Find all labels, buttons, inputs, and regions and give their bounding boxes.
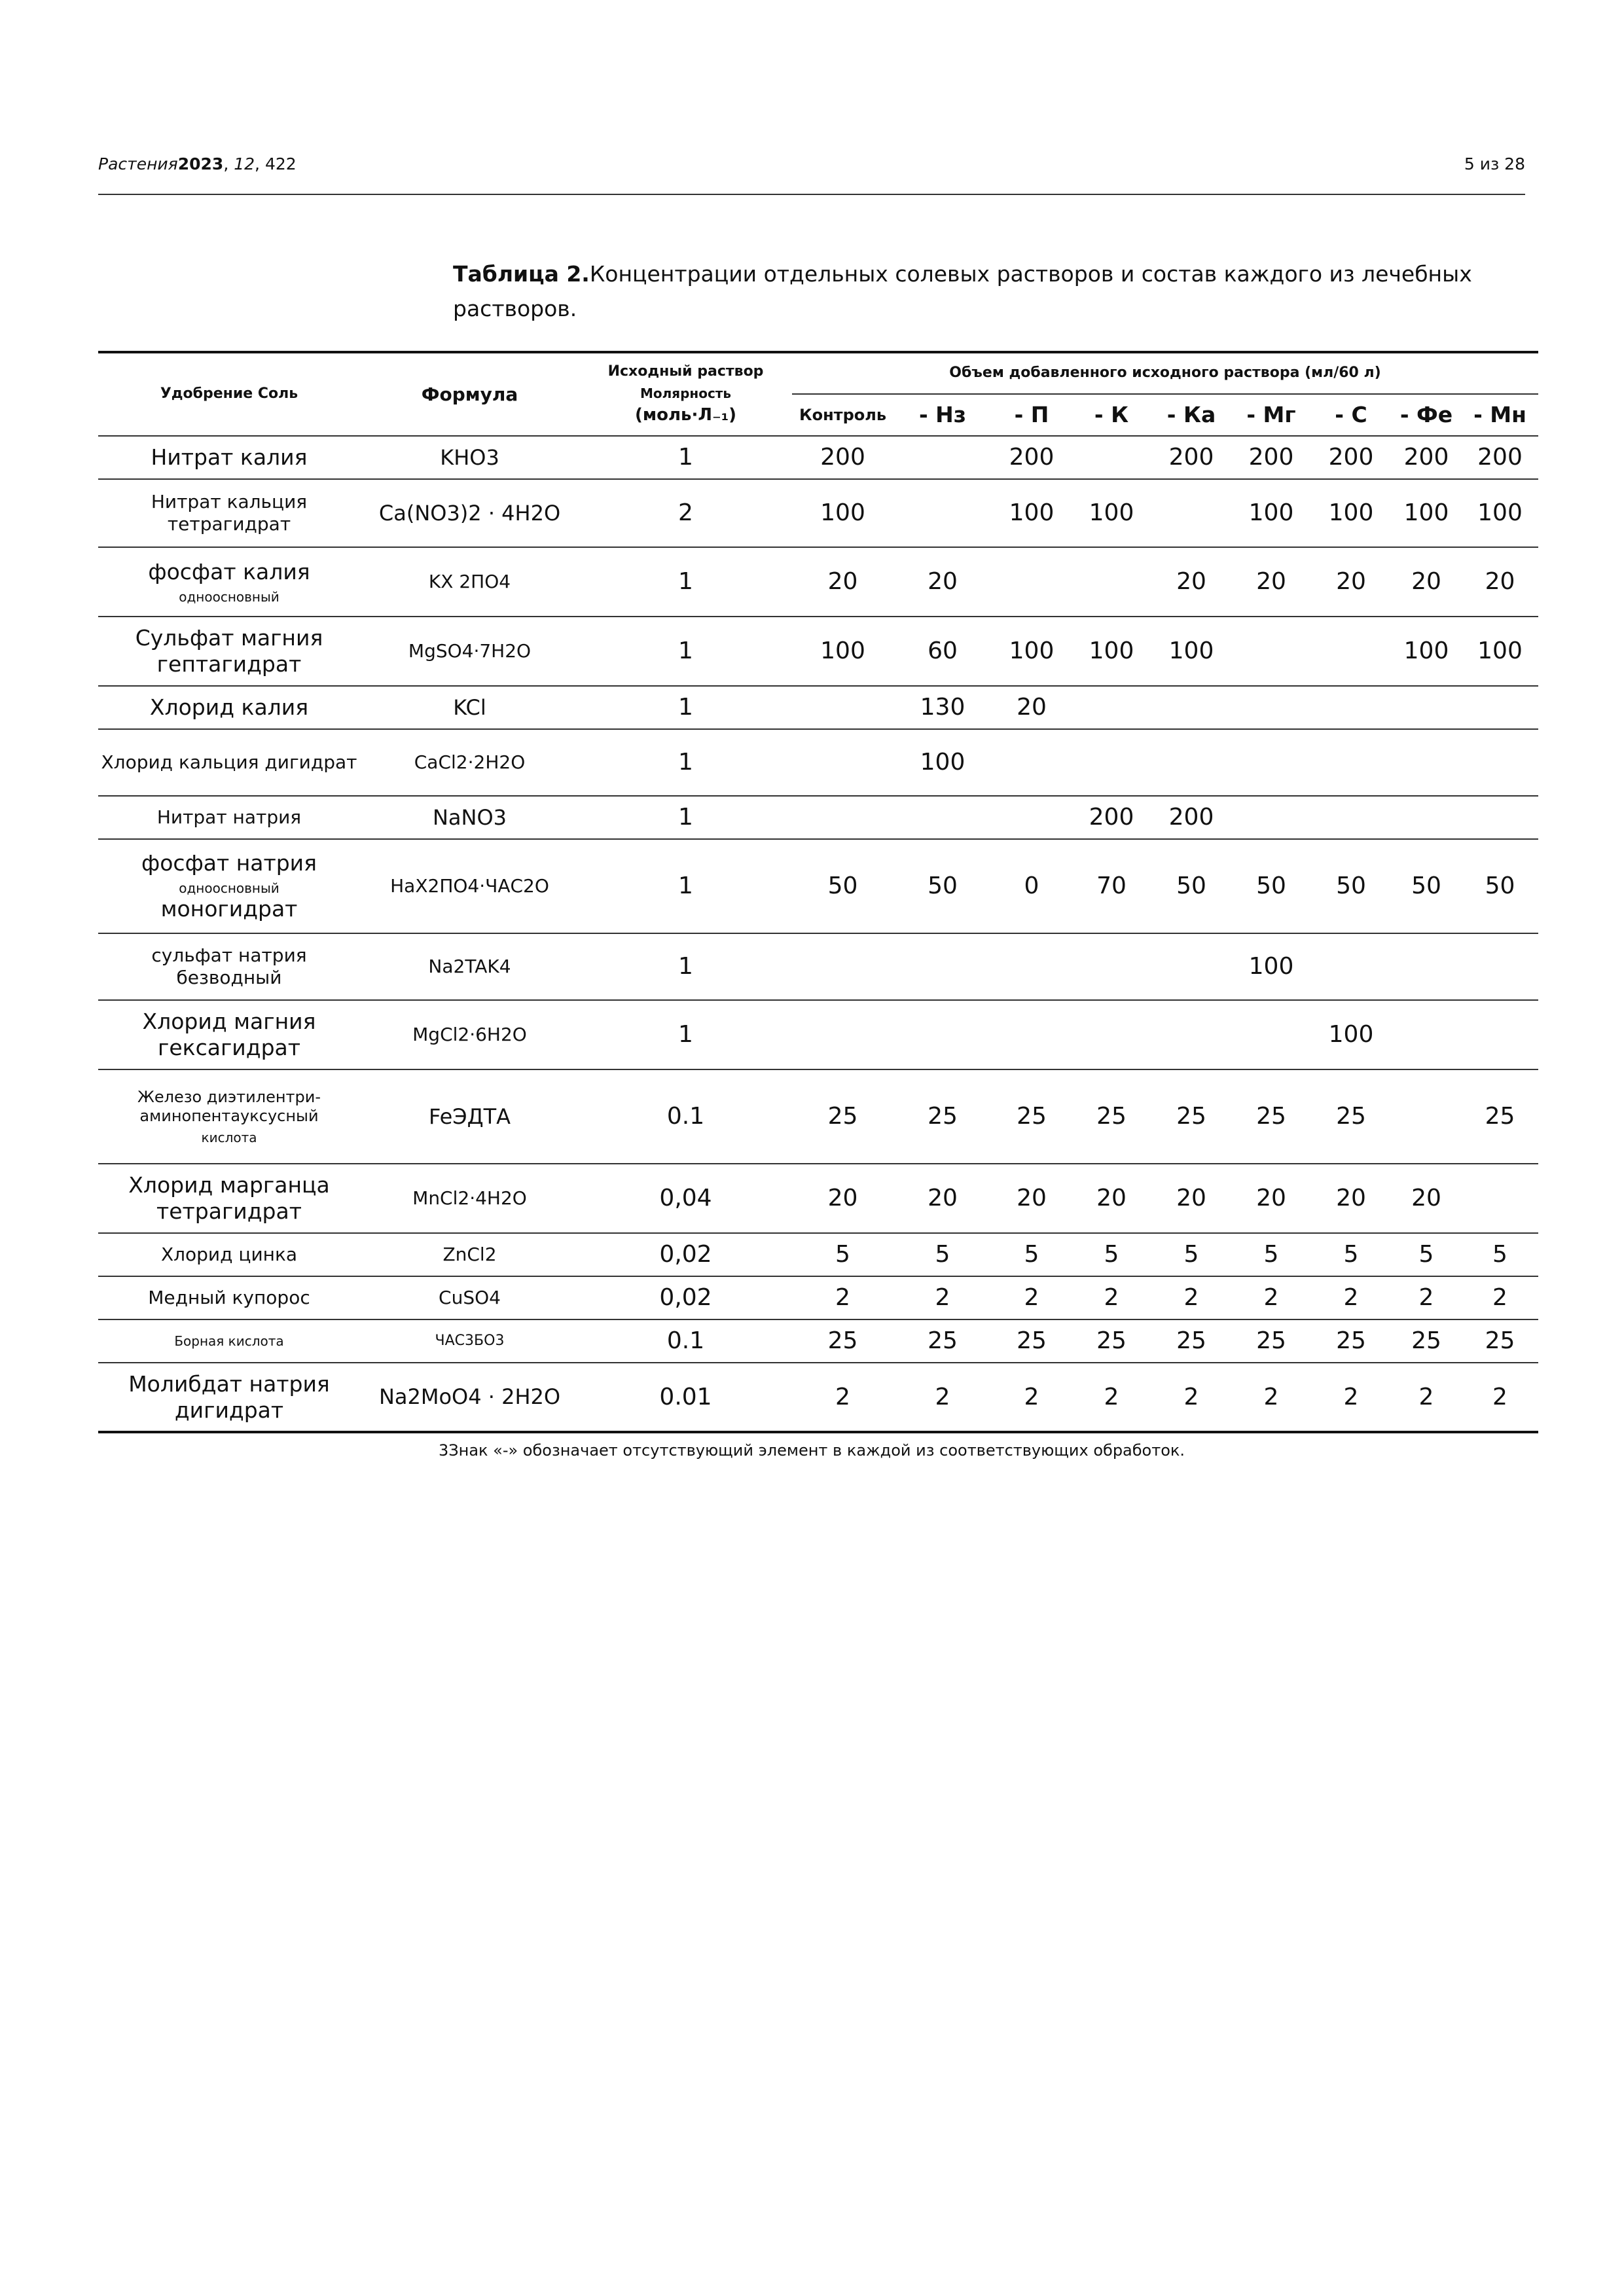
volume-cell: 2 bbox=[1151, 1276, 1231, 1319]
volume-cell: 5 bbox=[1072, 1233, 1151, 1276]
salt-name-cell bbox=[98, 1319, 360, 1363]
volume-cell bbox=[893, 933, 992, 1000]
formula-cell: Na2MoO4 · 2H2O bbox=[360, 1363, 579, 1432]
volume-cell: 5 bbox=[1231, 1233, 1311, 1276]
volume-cell: 20 bbox=[893, 547, 992, 617]
formula-cell: NaNO3 bbox=[360, 796, 579, 839]
salt-name-cell bbox=[98, 1233, 360, 1276]
volume-cell bbox=[1391, 796, 1462, 839]
volume-cell: 50 bbox=[1391, 839, 1462, 933]
header-treatment: - Нз bbox=[893, 394, 992, 436]
salt-name-cell bbox=[98, 1000, 360, 1069]
volume-cell bbox=[893, 796, 992, 839]
volume-cell: 2 bbox=[1391, 1276, 1462, 1319]
molarity-cell: 1 bbox=[579, 729, 792, 796]
volume-cell bbox=[1072, 686, 1151, 729]
volume-cell bbox=[1391, 729, 1462, 796]
volume-cell bbox=[1462, 796, 1538, 839]
volume-cell bbox=[1462, 729, 1538, 796]
volume-cell: 25 bbox=[1151, 1069, 1231, 1164]
table-row bbox=[98, 1319, 1538, 1363]
volume-cell: 60 bbox=[893, 617, 992, 686]
volume-cell bbox=[1311, 729, 1391, 796]
header-stock-molarity: Молярность bbox=[640, 386, 732, 402]
volume-cell bbox=[893, 1000, 992, 1069]
volume-cell: 20 bbox=[792, 1164, 893, 1233]
formula-cell: KX 2ПO4 bbox=[360, 547, 579, 617]
molarity-cell: 0.1 bbox=[579, 1069, 792, 1164]
volume-cell: 2 bbox=[1151, 1363, 1231, 1432]
salt-name-cell bbox=[98, 1164, 360, 1233]
salt-name-note: кислота bbox=[201, 1129, 257, 1145]
volume-cell bbox=[1151, 1000, 1231, 1069]
volume-cell: 5 bbox=[792, 1233, 893, 1276]
salt-name-cell bbox=[98, 547, 360, 617]
molarity-cell: 2 bbox=[579, 479, 792, 547]
table-row bbox=[98, 479, 1538, 547]
volume-cell bbox=[1391, 933, 1462, 1000]
formula-cell: MgSO4·7H2O bbox=[360, 617, 579, 686]
volume-cell: 100 bbox=[1231, 479, 1311, 547]
table-row bbox=[98, 839, 1538, 933]
volume-cell: 200 bbox=[1151, 436, 1231, 479]
volume-cell: 100 bbox=[792, 479, 893, 547]
volume-cell: 130 bbox=[893, 686, 992, 729]
formula-cell: CuSO4 bbox=[360, 1276, 579, 1319]
table-row bbox=[98, 1276, 1538, 1319]
volume-cell bbox=[893, 479, 992, 547]
volume-cell: 2 bbox=[1391, 1363, 1462, 1432]
molarity-cell: 0,02 bbox=[579, 1276, 792, 1319]
molarity-cell: 1 bbox=[579, 617, 792, 686]
salt-name: Железо диэтилентри-аминопентауксусный bbox=[137, 1088, 321, 1125]
volume-cell: 5 bbox=[992, 1233, 1072, 1276]
salt-name-cell bbox=[98, 1363, 360, 1432]
formula-cell: ЧАС3БО3 bbox=[360, 1319, 579, 1363]
table-row bbox=[98, 547, 1538, 617]
volume-cell bbox=[1231, 1000, 1311, 1069]
volume-cell: 25 bbox=[893, 1069, 992, 1164]
volume-cell: 25 bbox=[1462, 1319, 1538, 1363]
volume-cell: 25 bbox=[1231, 1319, 1311, 1363]
formula-cell: CaCl2·2H2O bbox=[360, 729, 579, 796]
caption-text: Концентрации отдельных солевых растворов и состав каждого из лечебных растворов. bbox=[453, 261, 1472, 321]
formula-cell: НаХ2ПО4·ЧАС2O bbox=[360, 839, 579, 933]
volume-cell: 100 bbox=[1072, 479, 1151, 547]
volume-cell: 100 bbox=[1391, 617, 1462, 686]
header-salt: Удобрение Соль bbox=[98, 352, 360, 436]
volume-cell: 200 bbox=[1151, 796, 1231, 839]
salt-name: Нитрат кальция тетрагидрат bbox=[151, 491, 308, 535]
salt-name: фосфат натрия bbox=[141, 850, 317, 876]
volume-cell: 50 bbox=[792, 839, 893, 933]
volume-cell: 70 bbox=[1072, 839, 1151, 933]
salt-name-cell bbox=[98, 729, 360, 796]
molarity-cell: 0.01 bbox=[579, 1363, 792, 1432]
volume-cell: 20 bbox=[1391, 547, 1462, 617]
salt-name: Молибдат натрия дигидрат bbox=[128, 1371, 330, 1423]
volume-cell bbox=[992, 729, 1072, 796]
table-footnote: 3Знак «-» обозначает отсутствующий элемент в каждой из соответствующих обработок. bbox=[438, 1441, 1185, 1460]
journal-volume: 12 bbox=[234, 154, 255, 173]
salt-name-suffix: моногидрат bbox=[160, 896, 298, 922]
header-treatment: - Ка bbox=[1151, 394, 1231, 436]
volume-cell bbox=[1072, 933, 1151, 1000]
volume-cell: 25 bbox=[1151, 1319, 1231, 1363]
volume-cell: 200 bbox=[992, 436, 1072, 479]
formula-cell: MnCl2·4H2O bbox=[360, 1164, 579, 1233]
volume-cell bbox=[1462, 1000, 1538, 1069]
volume-cell bbox=[1391, 686, 1462, 729]
volume-cell: 2 bbox=[1072, 1276, 1151, 1319]
volume-cell: 20 bbox=[893, 1164, 992, 1233]
volume-cell bbox=[1072, 547, 1151, 617]
volume-cell bbox=[1231, 729, 1311, 796]
volume-cell: 100 bbox=[1391, 479, 1462, 547]
volume-cell: 25 bbox=[893, 1319, 992, 1363]
volume-cell: 200 bbox=[1231, 436, 1311, 479]
volume-cell: 100 bbox=[1072, 617, 1151, 686]
volume-cell: 2 bbox=[992, 1363, 1072, 1432]
salt-name-note: одноосновный bbox=[179, 880, 280, 896]
header-stock-unit: (моль·Л₋₁) bbox=[635, 405, 736, 425]
volume-cell: 50 bbox=[1231, 839, 1311, 933]
volume-cell bbox=[1072, 729, 1151, 796]
salt-name: Хлорид калия bbox=[149, 694, 309, 721]
volume-cell: 2 bbox=[1231, 1276, 1311, 1319]
salt-name: Нитрат натрия bbox=[156, 806, 302, 829]
volume-cell: 25 bbox=[992, 1319, 1072, 1363]
volume-cell: 25 bbox=[792, 1319, 893, 1363]
volume-cell: 2 bbox=[893, 1276, 992, 1319]
volume-cell bbox=[1151, 729, 1231, 796]
table-row bbox=[98, 1164, 1538, 1233]
header-treatment: - Фе bbox=[1391, 394, 1462, 436]
volume-cell: 20 bbox=[1231, 547, 1311, 617]
volume-cell: 5 bbox=[1311, 1233, 1391, 1276]
volume-cell: 25 bbox=[1231, 1069, 1311, 1164]
volume-cell: 25 bbox=[1311, 1319, 1391, 1363]
volume-cell: 2 bbox=[792, 1276, 893, 1319]
volume-cell bbox=[1462, 933, 1538, 1000]
salt-name-cell bbox=[98, 1069, 360, 1164]
volume-cell bbox=[1462, 686, 1538, 729]
formula-cell: MgCl2·6H2O bbox=[360, 1000, 579, 1069]
header-treatment: - Мг bbox=[1231, 394, 1311, 436]
volume-cell: 5 bbox=[1391, 1233, 1462, 1276]
molarity-cell: 0,04 bbox=[579, 1164, 792, 1233]
header-stock bbox=[579, 352, 792, 436]
salt-name-cell bbox=[98, 796, 360, 839]
volume-cell: 50 bbox=[1151, 839, 1231, 933]
volume-cell: 20 bbox=[1311, 547, 1391, 617]
header-treatment: - Мн bbox=[1462, 394, 1538, 436]
salt-name: фосфат калия bbox=[148, 559, 310, 585]
volume-cell bbox=[1072, 436, 1151, 479]
formula-cell: KHO3 bbox=[360, 436, 579, 479]
volume-cell: 200 bbox=[1072, 796, 1151, 839]
molarity-cell: 1 bbox=[579, 547, 792, 617]
salt-name-cell bbox=[98, 686, 360, 729]
volume-cell bbox=[1462, 1164, 1538, 1233]
volume-cell: 25 bbox=[792, 1069, 893, 1164]
volume-cell bbox=[792, 933, 893, 1000]
volume-cell: 25 bbox=[1311, 1069, 1391, 1164]
volume-cell: 100 bbox=[992, 617, 1072, 686]
table-row bbox=[98, 436, 1538, 479]
salt-name: Медный купорос bbox=[148, 1287, 310, 1309]
molarity-cell: 1 bbox=[579, 686, 792, 729]
volume-cell: 20 bbox=[1311, 1164, 1391, 1233]
molarity-cell: 1 bbox=[579, 839, 792, 933]
volume-cell: 2 bbox=[992, 1276, 1072, 1319]
salt-name: Хлорид марганца тетрагидрат bbox=[128, 1172, 330, 1224]
table-row bbox=[98, 1069, 1538, 1164]
formula-cell: Ca(NO3)2 · 4H2O bbox=[360, 479, 579, 547]
volume-cell: 0 bbox=[992, 839, 1072, 933]
volume-cell: 25 bbox=[1462, 1069, 1538, 1164]
volume-cell: 20 bbox=[1231, 1164, 1311, 1233]
salt-name-note: одноосновный bbox=[179, 588, 280, 605]
volume-cell: 20 bbox=[792, 547, 893, 617]
formula-cell: KCl bbox=[360, 686, 579, 729]
volume-cell: 2 bbox=[893, 1363, 992, 1432]
volume-cell: 100 bbox=[1151, 617, 1231, 686]
table-row bbox=[98, 729, 1538, 796]
salt-name: Хлорид кальция дигидрат bbox=[101, 751, 357, 774]
volume-cell bbox=[992, 933, 1072, 1000]
volume-cell: 25 bbox=[1391, 1319, 1462, 1363]
volume-cell bbox=[893, 436, 992, 479]
solutions-table bbox=[98, 351, 1538, 1433]
article-number: 422 bbox=[264, 154, 297, 173]
journal-name: Растения bbox=[98, 154, 178, 173]
salt-name-cell bbox=[98, 1276, 360, 1319]
volume-cell: 100 bbox=[792, 617, 893, 686]
volume-cell: 25 bbox=[992, 1069, 1072, 1164]
salt-name-cell bbox=[98, 436, 360, 479]
volume-cell: 100 bbox=[1462, 617, 1538, 686]
volume-cell: 50 bbox=[893, 839, 992, 933]
volume-cell bbox=[792, 686, 893, 729]
molarity-cell: 1 bbox=[579, 1000, 792, 1069]
volume-cell bbox=[1072, 1000, 1151, 1069]
table-row bbox=[98, 933, 1538, 1000]
volume-cell: 200 bbox=[792, 436, 893, 479]
volume-cell: 100 bbox=[1231, 933, 1311, 1000]
volume-cell: 2 bbox=[1311, 1363, 1391, 1432]
salt-name: Хлорид цинка bbox=[160, 1244, 298, 1266]
journal-year: 2023 bbox=[177, 154, 224, 173]
page-number: 5 из 28 bbox=[1464, 154, 1525, 173]
volume-cell bbox=[1151, 686, 1231, 729]
molarity-cell: 1 bbox=[579, 796, 792, 839]
volume-cell: 20 bbox=[1151, 547, 1231, 617]
volume-cell: 50 bbox=[1311, 839, 1391, 933]
volume-cell bbox=[992, 547, 1072, 617]
volume-cell: 2 bbox=[1072, 1363, 1151, 1432]
header-treatment: Контроль bbox=[792, 394, 893, 436]
salt-name: Хлорид магния гексагидрат bbox=[142, 1009, 316, 1060]
caption-label: Таблица 2. bbox=[453, 261, 590, 287]
volume-cell bbox=[992, 1000, 1072, 1069]
table-row bbox=[98, 1000, 1538, 1069]
volume-cell bbox=[1311, 686, 1391, 729]
volume-cell bbox=[792, 729, 893, 796]
volume-cell: 2 bbox=[1462, 1276, 1538, 1319]
volume-cell: 2 bbox=[1231, 1363, 1311, 1432]
molarity-cell: 0,02 bbox=[579, 1233, 792, 1276]
page-header bbox=[98, 154, 1525, 195]
volume-cell bbox=[1231, 796, 1311, 839]
volume-cell bbox=[1311, 617, 1391, 686]
volume-cell: 2 bbox=[1311, 1276, 1391, 1319]
table-row bbox=[98, 796, 1538, 839]
table-row bbox=[98, 617, 1538, 686]
table-caption bbox=[453, 257, 1526, 326]
journal-citation: Растения2023, 12, 422 bbox=[98, 154, 297, 173]
volume-cell bbox=[1231, 686, 1311, 729]
volume-cell bbox=[792, 796, 893, 839]
salt-name: сульфат натрия безводный bbox=[151, 944, 307, 988]
volume-cell bbox=[792, 1000, 893, 1069]
volume-cell: 200 bbox=[1391, 436, 1462, 479]
volume-cell bbox=[1391, 1069, 1462, 1164]
molarity-cell: 1 bbox=[579, 933, 792, 1000]
salt-name: Нитрат калия bbox=[151, 444, 308, 471]
formula-cell: ZnCl2 bbox=[360, 1233, 579, 1276]
volume-cell: 50 bbox=[1462, 839, 1538, 933]
molarity-cell: 1 bbox=[579, 436, 792, 479]
salt-name-cell bbox=[98, 617, 360, 686]
molarity-cell: 0.1 bbox=[579, 1319, 792, 1363]
header-treatment: - П bbox=[992, 394, 1072, 436]
header-treatment: - К bbox=[1072, 394, 1151, 436]
volume-cell: 25 bbox=[1072, 1319, 1151, 1363]
volume-cell: 2 bbox=[792, 1363, 893, 1432]
formula-cell: FeЭДТА bbox=[360, 1069, 579, 1164]
salt-name-cell bbox=[98, 479, 360, 547]
volume-cell bbox=[1311, 933, 1391, 1000]
volume-cell bbox=[992, 796, 1072, 839]
header-stock-title: Исходный раствор bbox=[607, 363, 764, 380]
volume-cell: 5 bbox=[1151, 1233, 1231, 1276]
formula-cell: Na2TAK4 bbox=[360, 933, 579, 1000]
volume-cell: 20 bbox=[1072, 1164, 1151, 1233]
volume-cell: 5 bbox=[893, 1233, 992, 1276]
volume-cell: 100 bbox=[1462, 479, 1538, 547]
header-formula: Формула bbox=[360, 352, 579, 436]
salt-name-cell bbox=[98, 933, 360, 1000]
volume-cell: 200 bbox=[1311, 436, 1391, 479]
volume-cell: 100 bbox=[992, 479, 1072, 547]
volume-cell: 100 bbox=[1311, 479, 1391, 547]
header-volume-group: Объем добавленного исходного раствора (мл/60 л) bbox=[792, 352, 1538, 394]
volume-cell: 20 bbox=[992, 686, 1072, 729]
table-row bbox=[98, 686, 1538, 729]
volume-cell bbox=[1151, 479, 1231, 547]
header-treatment: - С bbox=[1311, 394, 1391, 436]
volume-cell: 25 bbox=[1072, 1069, 1151, 1164]
table-row bbox=[98, 1363, 1538, 1432]
volume-cell: 100 bbox=[1311, 1000, 1391, 1069]
volume-cell bbox=[1231, 617, 1311, 686]
volume-cell bbox=[1391, 1000, 1462, 1069]
salt-name: Сульфат магния гептагидрат bbox=[135, 625, 323, 677]
volume-cell: 200 bbox=[1462, 436, 1538, 479]
volume-cell: 20 bbox=[1462, 547, 1538, 617]
table-row bbox=[98, 1233, 1538, 1276]
salt-name-cell bbox=[98, 839, 360, 933]
volume-cell: 2 bbox=[1462, 1363, 1538, 1432]
salt-name: Борная кислота bbox=[174, 1333, 284, 1349]
volume-cell bbox=[1311, 796, 1391, 839]
volume-cell: 20 bbox=[992, 1164, 1072, 1233]
volume-cell: 5 bbox=[1462, 1233, 1538, 1276]
volume-cell: 20 bbox=[1151, 1164, 1231, 1233]
volume-cell: 100 bbox=[893, 729, 992, 796]
table-body bbox=[98, 436, 1538, 1432]
volume-cell: 20 bbox=[1391, 1164, 1462, 1233]
volume-cell bbox=[1151, 933, 1231, 1000]
